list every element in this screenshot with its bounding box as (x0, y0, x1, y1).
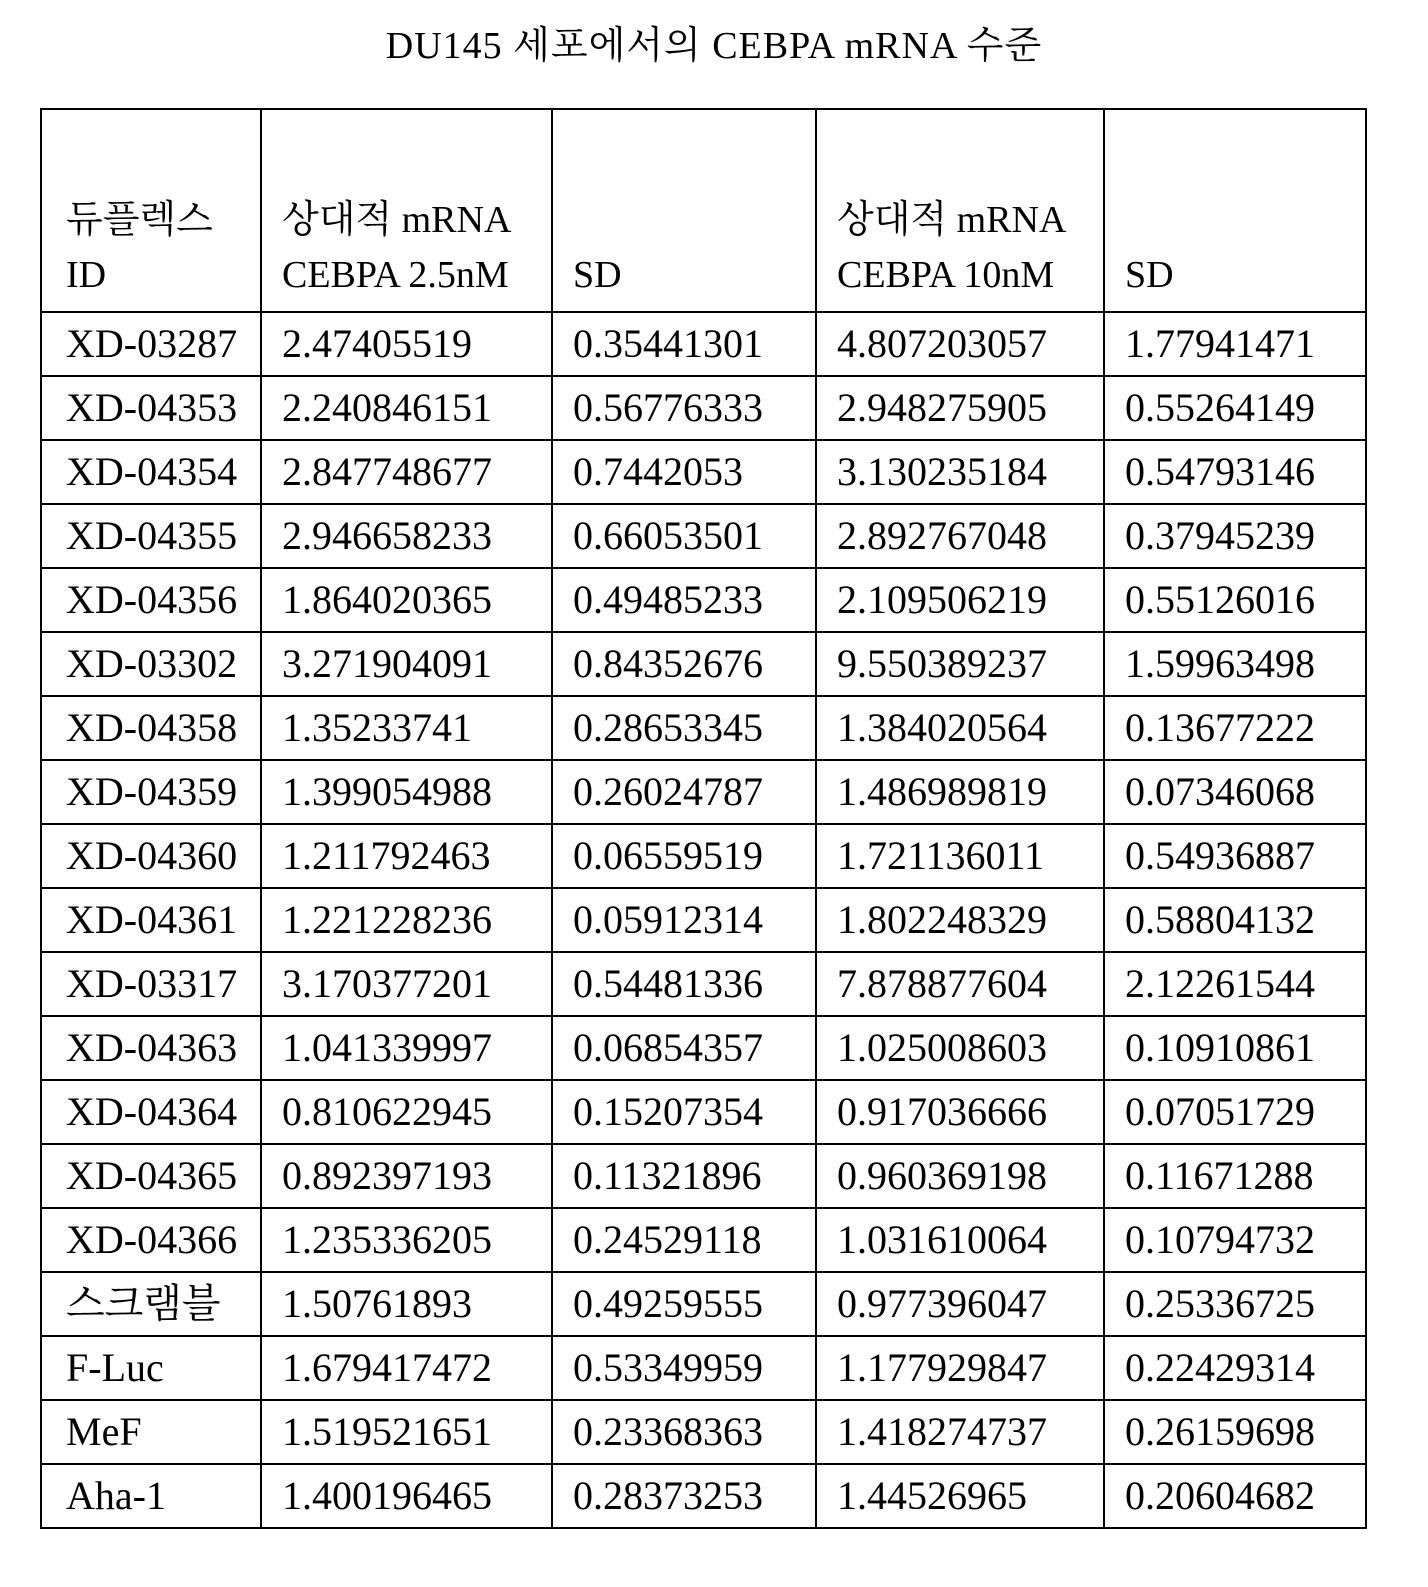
cell-cebpa-2-5nm: 1.041339997 (261, 1016, 552, 1080)
cell-sd-10nm: 0.20604682 (1104, 1464, 1366, 1528)
cell-cebpa-2-5nm: 2.847748677 (261, 440, 552, 504)
cell-sd-2-5nm: 0.54481336 (552, 952, 816, 1016)
table-row (41, 1144, 1366, 1208)
cell-cebpa-2-5nm: 1.400196465 (261, 1464, 552, 1528)
cell-sd-2-5nm: 0.49259555 (552, 1272, 816, 1336)
cell-duplex-id: XD-04353 (41, 376, 261, 440)
table-row (41, 1272, 1366, 1336)
cell-sd-2-5nm: 0.26024787 (552, 760, 816, 824)
cell-sd-10nm: 1.77941471 (1104, 312, 1366, 376)
cell-sd-2-5nm: 0.7442053 (552, 440, 816, 504)
cell-sd-2-5nm: 0.23368363 (552, 1400, 816, 1464)
cell-duplex-id: XD-04355 (41, 504, 261, 568)
cell-sd-10nm: 2.12261544 (1104, 952, 1366, 1016)
cell-sd-2-5nm: 0.28373253 (552, 1464, 816, 1528)
table-row (41, 312, 1366, 376)
cell-duplex-id: XD-03317 (41, 952, 261, 1016)
cell-cebpa-10nm: 1.031610064 (816, 1208, 1104, 1272)
table-row (41, 1208, 1366, 1272)
cell-sd-10nm: 0.54793146 (1104, 440, 1366, 504)
cell-duplex-id: XD-04360 (41, 824, 261, 888)
header-line: SD (1125, 254, 1174, 296)
header-duplex-id (41, 109, 261, 312)
cell-cebpa-10nm: 0.917036666 (816, 1080, 1104, 1144)
table-row (41, 504, 1366, 568)
cell-sd-10nm: 0.25336725 (1104, 1272, 1366, 1336)
cell-cebpa-2-5nm: 2.946658233 (261, 504, 552, 568)
cell-sd-2-5nm: 0.15207354 (552, 1080, 816, 1144)
table-row (41, 696, 1366, 760)
cell-cebpa-2-5nm: 1.50761893 (261, 1272, 552, 1336)
cell-cebpa-10nm: 1.721136011 (816, 824, 1104, 888)
cell-sd-2-5nm: 0.56776333 (552, 376, 816, 440)
cell-sd-10nm: 0.11671288 (1104, 1144, 1366, 1208)
cell-sd-10nm: 0.22429314 (1104, 1336, 1366, 1400)
table-row (41, 1464, 1366, 1528)
cell-sd-2-5nm: 0.53349959 (552, 1336, 816, 1400)
cell-sd-2-5nm: 0.35441301 (552, 312, 816, 376)
cell-cebpa-2-5nm: 1.35233741 (261, 696, 552, 760)
cell-cebpa-2-5nm: 1.679417472 (261, 1336, 552, 1400)
cell-cebpa-2-5nm: 1.235336205 (261, 1208, 552, 1272)
header-line: 상대적 mRNA (282, 199, 511, 241)
cell-cebpa-10nm: 0.960369198 (816, 1144, 1104, 1208)
cell-cebpa-2-5nm: 2.47405519 (261, 312, 552, 376)
cell-cebpa-10nm: 2.892767048 (816, 504, 1104, 568)
cell-cebpa-10nm: 1.025008603 (816, 1016, 1104, 1080)
table-row (41, 568, 1366, 632)
table-row (41, 376, 1366, 440)
cell-cebpa-10nm: 4.807203057 (816, 312, 1104, 376)
cell-cebpa-2-5nm: 1.211792463 (261, 824, 552, 888)
table-row (41, 632, 1366, 696)
cell-cebpa-2-5nm: 1.399054988 (261, 760, 552, 824)
cell-cebpa-10nm: 1.802248329 (816, 888, 1104, 952)
cell-cebpa-10nm: 2.948275905 (816, 376, 1104, 440)
cell-duplex-id: F-Luc (41, 1336, 261, 1400)
cell-duplex-id: XD-04363 (41, 1016, 261, 1080)
table-body (41, 109, 1366, 1528)
cell-sd-10nm: 0.10794732 (1104, 1208, 1366, 1272)
cell-cebpa-10nm: 7.878877604 (816, 952, 1104, 1016)
cell-cebpa-10nm: 3.130235184 (816, 440, 1104, 504)
table-title: DU145 세포에서의 CEBPA mRNA 수준 (0, 14, 1428, 69)
cell-duplex-id: XD-04366 (41, 1208, 261, 1272)
header-line: CEBPA 10nM (837, 254, 1054, 296)
cell-cebpa-10nm: 2.109506219 (816, 568, 1104, 632)
cell-sd-2-5nm: 0.49485233 (552, 568, 816, 632)
table-row (41, 1080, 1366, 1144)
cell-sd-10nm: 0.55264149 (1104, 376, 1366, 440)
cell-sd-10nm: 0.58804132 (1104, 888, 1366, 952)
cell-cebpa-10nm: 1.44526965 (816, 1464, 1104, 1528)
cell-duplex-id: XD-04359 (41, 760, 261, 824)
cell-cebpa-10nm: 1.177929847 (816, 1336, 1104, 1400)
cell-duplex-id: 스크램블 (41, 1272, 261, 1336)
header-sd-2-5nm (552, 109, 816, 312)
cell-sd-10nm: 0.37945239 (1104, 504, 1366, 568)
cell-cebpa-2-5nm: 2.240846151 (261, 376, 552, 440)
table-row (41, 1336, 1366, 1400)
header-row (41, 109, 1366, 312)
header-cebpa-10nm (816, 109, 1104, 312)
cell-sd-2-5nm: 0.66053501 (552, 504, 816, 568)
header-line: 듀플렉스 (66, 199, 213, 241)
cell-duplex-id: XD-04361 (41, 888, 261, 952)
cell-cebpa-10nm: 1.384020564 (816, 696, 1104, 760)
cell-sd-2-5nm: 0.28653345 (552, 696, 816, 760)
header-cebpa-2-5nm (261, 109, 552, 312)
cell-cebpa-2-5nm: 1.221228236 (261, 888, 552, 952)
cell-sd-2-5nm: 0.84352676 (552, 632, 816, 696)
header-line: ID (66, 254, 106, 296)
cebpa-mrna-table (40, 108, 1367, 1529)
header-line: SD (573, 254, 622, 296)
table-row (41, 440, 1366, 504)
table-row (41, 760, 1366, 824)
table-row (41, 1400, 1366, 1464)
cell-duplex-id: XD-04354 (41, 440, 261, 504)
table-row (41, 952, 1366, 1016)
cell-duplex-id: XD-03302 (41, 632, 261, 696)
cell-duplex-id: XD-04356 (41, 568, 261, 632)
cell-sd-2-5nm: 0.24529118 (552, 1208, 816, 1272)
cell-cebpa-2-5nm: 1.519521651 (261, 1400, 552, 1464)
cell-duplex-id: XD-03287 (41, 312, 261, 376)
cell-sd-2-5nm: 0.06559519 (552, 824, 816, 888)
cell-cebpa-2-5nm: 1.864020365 (261, 568, 552, 632)
header-line: 상대적 mRNA (837, 199, 1066, 241)
cell-cebpa-2-5nm: 0.892397193 (261, 1144, 552, 1208)
cell-cebpa-10nm: 1.486989819 (816, 760, 1104, 824)
header-line: CEBPA 2.5nM (282, 254, 509, 296)
cell-duplex-id: XD-04358 (41, 696, 261, 760)
cell-sd-10nm: 0.54936887 (1104, 824, 1366, 888)
cell-sd-10nm: 0.07051729 (1104, 1080, 1366, 1144)
table-row (41, 824, 1366, 888)
cell-sd-2-5nm: 0.06854357 (552, 1016, 816, 1080)
cell-cebpa-2-5nm: 3.271904091 (261, 632, 552, 696)
cell-cebpa-10nm: 9.550389237 (816, 632, 1104, 696)
cell-cebpa-10nm: 0.977396047 (816, 1272, 1104, 1336)
cell-sd-10nm: 0.55126016 (1104, 568, 1366, 632)
cell-sd-10nm: 0.10910861 (1104, 1016, 1366, 1080)
header-sd-10nm (1104, 109, 1366, 312)
cell-cebpa-10nm: 1.418274737 (816, 1400, 1104, 1464)
cell-sd-2-5nm: 0.05912314 (552, 888, 816, 952)
cell-duplex-id: XD-04364 (41, 1080, 261, 1144)
table-row (41, 888, 1366, 952)
cell-sd-10nm: 0.13677222 (1104, 696, 1366, 760)
cell-sd-10nm: 1.59963498 (1104, 632, 1366, 696)
cell-sd-10nm: 0.07346068 (1104, 760, 1366, 824)
table-row (41, 1016, 1366, 1080)
cell-sd-10nm: 0.26159698 (1104, 1400, 1366, 1464)
cell-duplex-id: Aha-1 (41, 1464, 261, 1528)
cell-duplex-id: XD-04365 (41, 1144, 261, 1208)
cell-duplex-id: MeF (41, 1400, 261, 1464)
cell-cebpa-2-5nm: 3.170377201 (261, 952, 552, 1016)
cell-cebpa-2-5nm: 0.810622945 (261, 1080, 552, 1144)
cell-sd-2-5nm: 0.11321896 (552, 1144, 816, 1208)
